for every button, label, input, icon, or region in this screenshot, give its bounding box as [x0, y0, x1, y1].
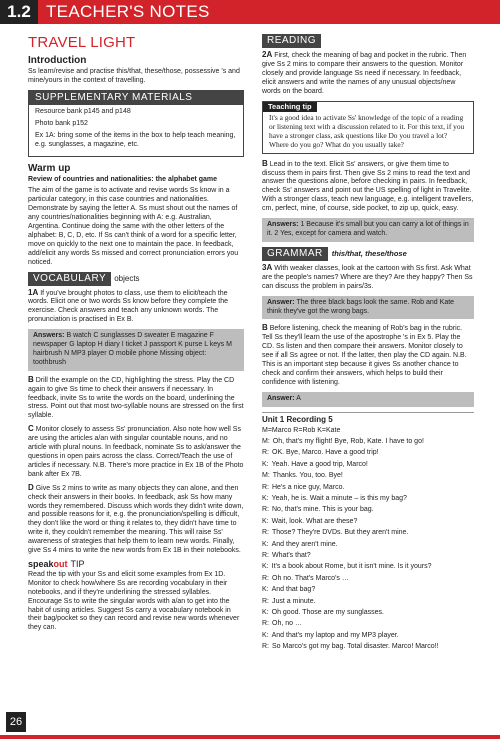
paragraph-d: [28, 484, 244, 556]
speaker-label: K:: [262, 517, 269, 525]
paragraph-label: C: [28, 424, 34, 434]
speaker-label: R:: [262, 643, 269, 651]
bottom-rule: [0, 735, 500, 739]
speaker-label: K:: [262, 495, 269, 502]
paragraph-3b: [262, 324, 474, 387]
speaker-label: R:: [262, 483, 269, 491]
script-line: [262, 609, 474, 618]
speaker-line: So Marco's got my bag. Total disaster. Marco! Marco!!: [272, 643, 439, 651]
answers-label: Answers:: [33, 332, 65, 340]
lesson-title: TRAVEL LIGHT: [28, 34, 136, 51]
vocabulary-section-heading: [28, 272, 244, 286]
speaker-line: And that's my laptop and my MP3 player.: [271, 631, 399, 639]
answer-label: Answer:: [267, 394, 295, 402]
tip-label: TIP: [70, 558, 85, 569]
paragraph-text: Monitor closely to assess Ss' pronunciation. Also note how well Ss are using the articles a/an with singular countable nouns, and no article with plural nouns. In feedback, nominate Ss to ask/answer the questions in open pairs across the class. Correct/Teach the use of articles if necessary. N.B. There's more practice in Ex 1B of the Photo bank after Ex 7B.: [28, 426, 244, 478]
paragraph-b: [28, 376, 244, 422]
speakout-logo-speak: speak: [28, 558, 54, 569]
vocabulary-topic: objects: [114, 273, 140, 283]
script-line: [262, 506, 474, 515]
paragraph-label: 1A: [28, 287, 39, 297]
warmup-subheading: Review of countries and nationalities: the alphabet game: [28, 176, 218, 184]
script-line: [262, 586, 474, 595]
speaker-label: K:: [262, 631, 269, 639]
script-line: [262, 552, 474, 561]
speaker-label: M:: [262, 437, 270, 445]
paragraph-c: [28, 425, 244, 479]
speaker-line: Oh, no …: [272, 620, 302, 628]
grammar-topic: this/that, these/those: [331, 248, 407, 258]
answer-label: Answer:: [267, 298, 295, 306]
speaker-line: Just a minute.: [272, 597, 316, 605]
speaker-label: R:: [262, 506, 269, 514]
speaker-line: Yeah, he is. Wait a minute – is this my bag?: [271, 495, 407, 502]
script-line: [262, 620, 474, 629]
answers-label: Answers:: [267, 221, 299, 229]
speaker-label: R:: [262, 449, 269, 457]
speaker-line: Wait, look. What are these?: [271, 517, 358, 525]
answers-box: [28, 329, 244, 371]
script-line: [262, 541, 474, 550]
paragraph-text: Lead in to the text. Elicit Ss' answers, or give them time to discuss them in pairs first. Then give Ss 2 mins to read the text and answer the questions alone, before checking in pairs. In feedback, check Ss' answers and point out the US spelling of light in Travelite. With a stronger class, teach new language, e.g. intelligent travellers, cm, perfect, mine, of course, side pocket, to zip up, quick, easy.: [262, 160, 474, 213]
speaker-label: K:: [262, 563, 269, 571]
paragraph-1a: [28, 289, 244, 326]
speaker-line: And that bag?: [271, 586, 316, 594]
speaker-label: K:: [262, 540, 269, 548]
speaker-line: Those? They're DVDs. But they aren't mine.: [272, 529, 409, 537]
introduction-heading: Introduction: [28, 55, 87, 66]
speaker-line: No, that's mine. This is your bag.: [272, 506, 374, 514]
speakout-logo-out: out: [53, 558, 68, 569]
speakout-tip-text: Read the tip with your Ss and elicit some examples from Ex 1D. Monitor to check how/where Ss are recording vocabulary in their notebooks, and if they're underlining the stressed syllables. Encourage Ss to write the singular words with a/an to get into the habit of using articles. Suggest Ss carry a vocabulary notebook in their bag/pocket so they can record and revise new words whenever they can.: [28, 570, 240, 632]
grammar-bar: GRAMMAR: [262, 247, 328, 261]
speaker-line: Thanks. You, too. Bye!: [272, 472, 343, 480]
script-line: [262, 461, 474, 470]
supplementary-heading: SUPPLEMENTARY MATERIALS: [29, 91, 243, 105]
page-header: [0, 0, 500, 24]
supplementary-line: Photo bank p152: [35, 119, 88, 127]
reading-bar: READING: [262, 34, 321, 48]
script-line: [262, 518, 474, 527]
paragraph-label: B: [262, 158, 268, 168]
audio-script: [262, 412, 474, 653]
speaker-line: It's a book about Rome, but it isn't mine. Is it yours?: [271, 563, 432, 571]
speaker-line: And they aren't mine.: [271, 540, 338, 548]
speaker-line: What's that?: [272, 552, 311, 560]
script-line: [262, 438, 474, 447]
paragraph-2b: [262, 160, 474, 214]
paragraph-text: With weaker classes, look at the cartoon with Ss first. Ask What are the people's names? Where are they? Are they happy? Then Ss can discuss the problem in pairs/3s.: [262, 264, 473, 290]
script-line: [262, 472, 474, 481]
paragraph-text: If you've brought photos to class, use them to elicit/teach the words. Elicit one or two words Ss know before they complete the exercise. Check answers and teach any unknown words. The pronunciation is practised in Ex B.: [28, 289, 228, 324]
answer-text: A: [296, 394, 301, 402]
vocabulary-bar: VOCABULARY: [28, 272, 111, 286]
script-line: [262, 495, 474, 504]
speakout-tip-heading: [28, 560, 244, 569]
speaker-label: K:: [262, 586, 269, 594]
supplementary-line: Ex 1A: bring some of the items in the box to help teach meaning, e.g. sunglasses, a magazine, etc.: [35, 131, 236, 148]
supplementary-line: Resource bank p145 and p148: [35, 107, 131, 115]
speaker-line: OK. Bye, Marco. Have a good trip!: [272, 449, 379, 457]
script-line: [262, 575, 474, 584]
speaker-line: Oh, that's my flight! Bye, Rob, Kate. I have to go!: [272, 437, 424, 445]
teaching-tip-heading: Teaching tip: [263, 102, 317, 113]
speaker-line: Oh good. Those are my sunglasses.: [271, 609, 384, 617]
answer-box: [262, 392, 474, 407]
speaker-label: K:: [262, 460, 269, 468]
speaker-line: Yeah. Have a good trip, Marco!: [271, 460, 368, 468]
left-column: [28, 34, 244, 637]
script-lines: [262, 438, 474, 652]
paragraph-label: 2A: [262, 50, 273, 59]
script-line: [262, 529, 474, 538]
script-line: [262, 484, 474, 493]
unit-number: 1.2: [0, 0, 38, 24]
script-line: [262, 632, 474, 641]
paragraph-text: Give Ss 2 mins to write as many objects they can alone, and then check their answers in their books. In feedback, ask Ss how many words they remembered. Discuss which words they didn't write down, and possible reasons for it, e.g. the pronunciation/spelling is difficult, they don't like the word or thing it relates to, they didn't have time to write it, they couldn't remember the meaning. This will raise Ss' awareness of strategies that help them to learn new words. Finally, give Ss 4 mins to write the new words from Ex 1B in their notebooks.: [28, 484, 244, 555]
speaker-label: M:: [262, 472, 270, 480]
answers-box: [262, 218, 474, 242]
teaching-tip-box: [262, 101, 474, 154]
paragraph-label: B: [28, 374, 34, 384]
speaker-label: K:: [262, 609, 269, 617]
speaker-label: R:: [262, 620, 269, 628]
speaker-label: R:: [262, 529, 269, 537]
script-line: [262, 449, 474, 458]
paragraph-label: 3A: [262, 262, 273, 272]
answers-text: 1 Because it's small but you can carry a lot of things in it. 2 Yes, except for camera and watch.: [267, 221, 469, 237]
paragraph-text: Before listening, check the meaning of Rob's bag in the rubric. Tell Ss they'll learn the use of the apostrophe 's in Ex 5. Play the CD. Ss listen and then compare their answers. Monitor closely to see if all Ss agree or not. If the latter, then play the CD again. N.B. This is an important step because it gives Ss another chance to check and confirm their answers, which helps to build their confidence with listening.: [262, 325, 467, 386]
reading-section-heading: [262, 34, 474, 48]
answers-text: B watch C sunglasses D sweater E magazine F newspaper G laptop H diary I ticket J passport K purse L keys M hairbrush N MP3 player O mobile phone Missing object: toothbrush: [33, 332, 232, 366]
paragraph-3a: [262, 264, 474, 292]
recording-heading: Unit 1 Recording 5: [262, 414, 333, 424]
answer-text: The three black bags look the same. Rob and Kate think they've got the wrong bags.: [267, 298, 455, 315]
paragraph-text: Drill the example on the CD, highlighting the stress. Play the CD again to give Ss time to check their answers if necessary. In feedback, invite Ss to write the words on the board, underlining the stress. Point out that most two-syllable nouns are stressed on the first syllable.: [28, 376, 244, 420]
warmup-text: The aim of the game is to activate and revise words Ss know in a particular category, in this case countries and nationalities. Demonstrate by saying the letter A. Ss must shout out the names of any countries/nationalities beginning with A: e.g. Australian, Argentina. Continue doing the same with the other letters of the alphabet: B, C, D, etc. If Ss can't think of a word for a specific letter, move on quickly to the next one to maintain the pace. In feedback, add/elicit any words Ss missed and correct pronunciation errors you noticed.: [28, 187, 239, 266]
speaker-label: R:: [262, 552, 269, 560]
grammar-section-heading: [262, 247, 474, 261]
introduction-text: Ss learn/revise and practise this/that, these/those, possessive 's and mine/yours in the context of travelling.: [28, 68, 240, 84]
paragraph-label: B: [262, 323, 268, 333]
speaker-line: Oh no. That's Marco's …: [272, 574, 349, 582]
supplementary-materials-box: [28, 90, 244, 158]
script-line: [262, 563, 474, 572]
page-number: 26: [6, 712, 26, 732]
right-column: [262, 34, 474, 655]
speaker-line: He's a nice guy, Marco.: [272, 483, 345, 491]
warmup-heading: Warm up: [28, 163, 71, 175]
speaker-label: R:: [262, 597, 269, 605]
header-title: TEACHER'S NOTES: [46, 2, 210, 21]
paragraph-label: D: [28, 482, 34, 492]
script-line: [262, 598, 474, 607]
script-line: [262, 643, 474, 652]
teaching-tip-text: It's a good idea to activate Ss' knowledge of the topic of a reading or listening text with a discussion related to it. For this text, if you have a stronger class, ask questions like Do you travel a lot? Where do you go? What do you usually take?: [269, 113, 465, 149]
speaker-key: M=Marco R=Rob K=Kate: [262, 426, 341, 434]
answer-box: [262, 296, 474, 320]
speaker-label: R:: [262, 574, 269, 582]
paragraph-text: First, check the meaning of bag and pocket in the rubric. Then give Ss 2 mins to compare their answers to the question. Monitor closely and provide language Ss need if necessary. In feedback, elicit answers and write the names of any unusual objects/new words on the board.: [262, 52, 467, 95]
paragraph-2a: [262, 51, 474, 97]
